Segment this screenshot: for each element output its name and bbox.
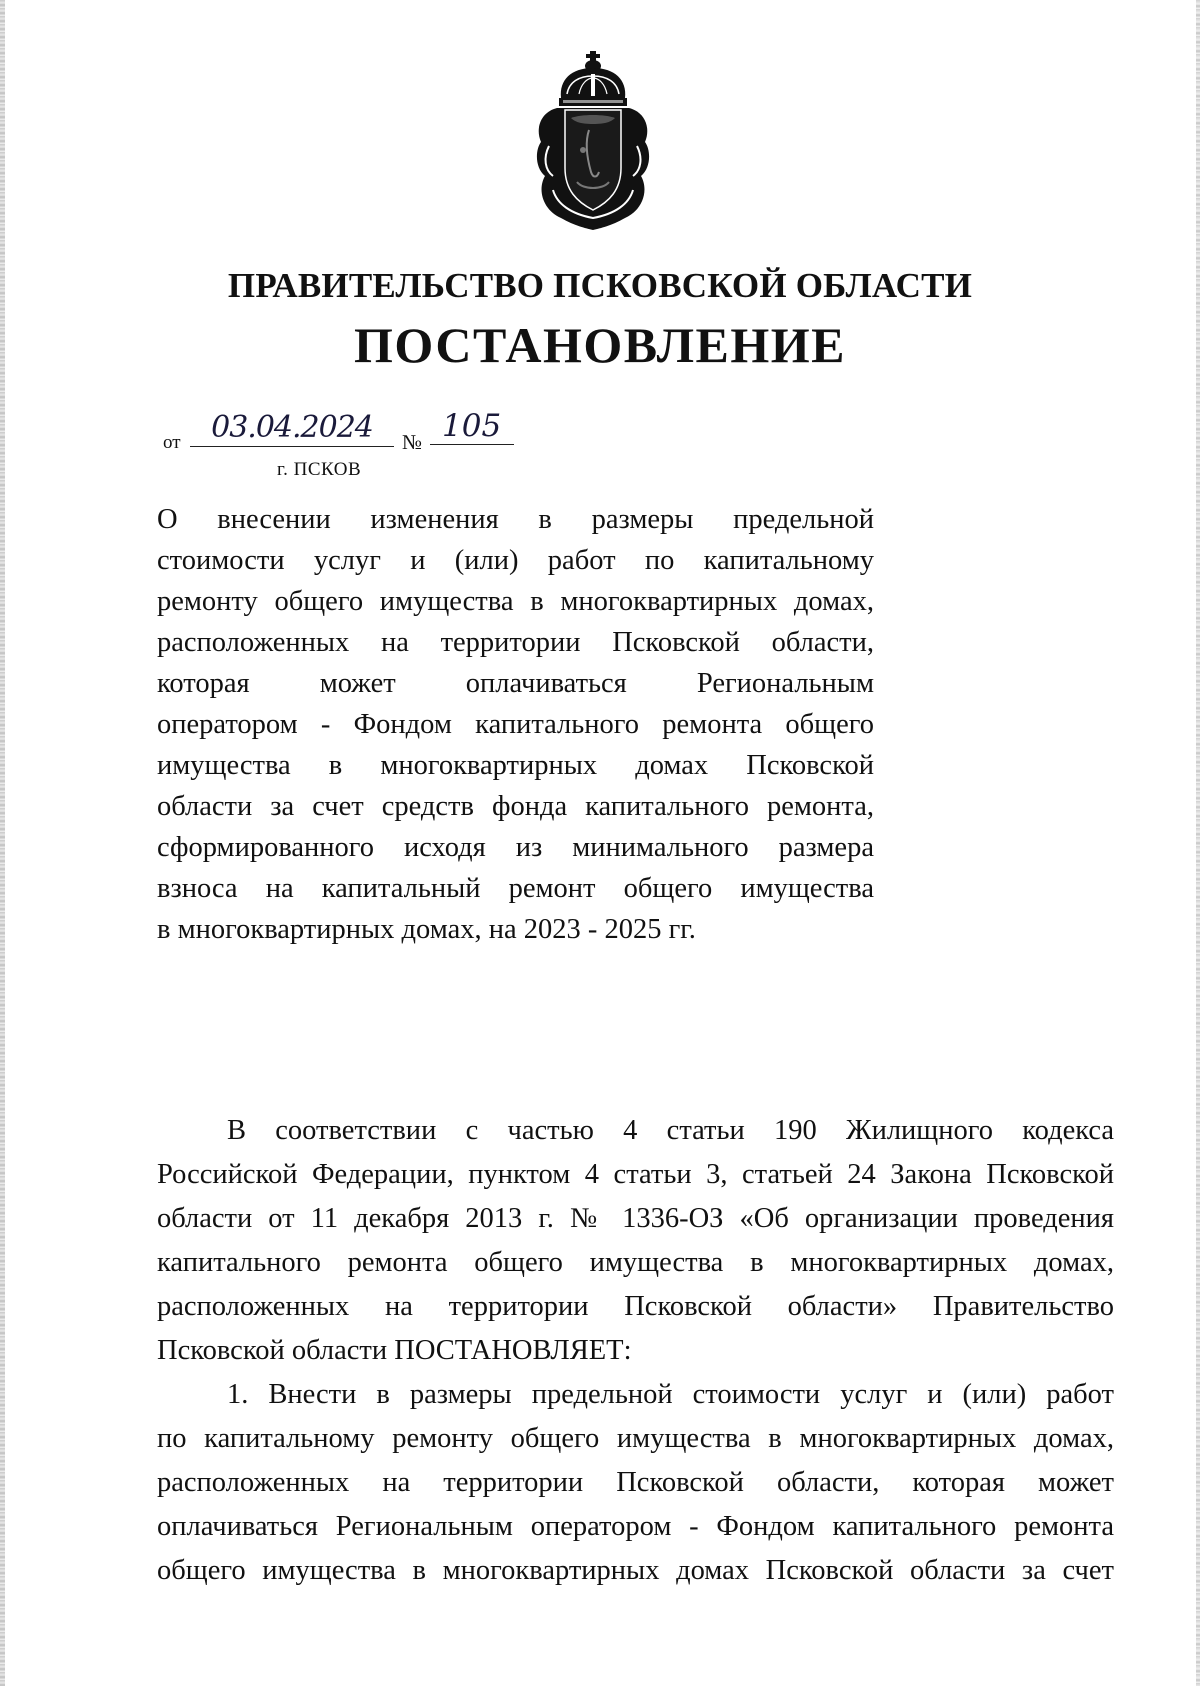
subject-line: в многоквартирных домах, на 2023 - 2025 гг. (157, 914, 696, 945)
item-1-line: 1. Внести в размеры предельной стоимости услуг и (или) работ (227, 1379, 1114, 1410)
subject-line: стоимости услуг и (или) работ по капитальному (157, 545, 874, 576)
number-sign-label: № (402, 430, 423, 454)
subject-line: которая может оплачиваться Региональным (157, 668, 874, 699)
handwritten-date: 03.04.2024 (190, 410, 394, 447)
subject-line: сформированного исходя из минимального размера (157, 832, 874, 863)
item-1-line: оплачиваться Региональным оператором - Фондом капитального ремонта (157, 1511, 1114, 1542)
government-title: ПРАВИТЕЛЬСТВО ПСКОВСКОЙ ОБЛАСТИ (227, 266, 973, 305)
preamble-line: В соответствии с частью 4 статьи 190 Жилищного кодекса (227, 1115, 1114, 1146)
subject-line: оператором - Фондом капитального ремонта общего (157, 709, 874, 740)
subject-line: О внесении изменения в размеры предельной (157, 504, 874, 535)
subject-line: расположенных на территории Псковской области, (157, 627, 874, 658)
preamble-line: капитального ремонта общего имущества в многоквартирных домах, (157, 1247, 1114, 1278)
item-1-line: общего имущества в многоквартирных домах Псковской области за счет (157, 1555, 1114, 1586)
handwritten-document-number: 105 (430, 408, 514, 445)
preamble-line: Российской Федерации, пунктом 4 статьи 3, статьей 24 Закона Псковской (157, 1159, 1114, 1190)
coat-of-arms-icon (531, 50, 655, 236)
subject-line: взноса на капитальный ремонт общего имущества (157, 873, 874, 904)
preamble-line: Псковской области ПОСТАНОВЛЯЕТ: (157, 1335, 632, 1366)
preamble-line: расположенных на территории Псковской области» Правительство (157, 1291, 1114, 1322)
scan-edge-left (0, 0, 5, 1686)
subject-line: имущества в многоквартирных домах Псковской (157, 750, 874, 781)
preamble-line: области от 11 декабря 2013 г. № 1336-ОЗ «Об организации проведения (157, 1203, 1114, 1234)
city-label: г. ПСКОВ (277, 459, 362, 480)
scan-edge-right (1196, 0, 1200, 1686)
item-1-line: расположенных на территории Псковской области, которая может (157, 1467, 1114, 1498)
item-1-line: по капитальному ремонту общего имущества в многоквартирных домах, (157, 1423, 1114, 1454)
date-prefix-label: от (163, 432, 181, 453)
subject-line: области за счет средств фонда капитального ремонта, (157, 791, 874, 822)
subject-line: ремонту общего имущества в многоквартирных домах, (157, 586, 874, 617)
document-type-heading: ПОСТАНОВЛЕНИЕ (354, 317, 846, 373)
